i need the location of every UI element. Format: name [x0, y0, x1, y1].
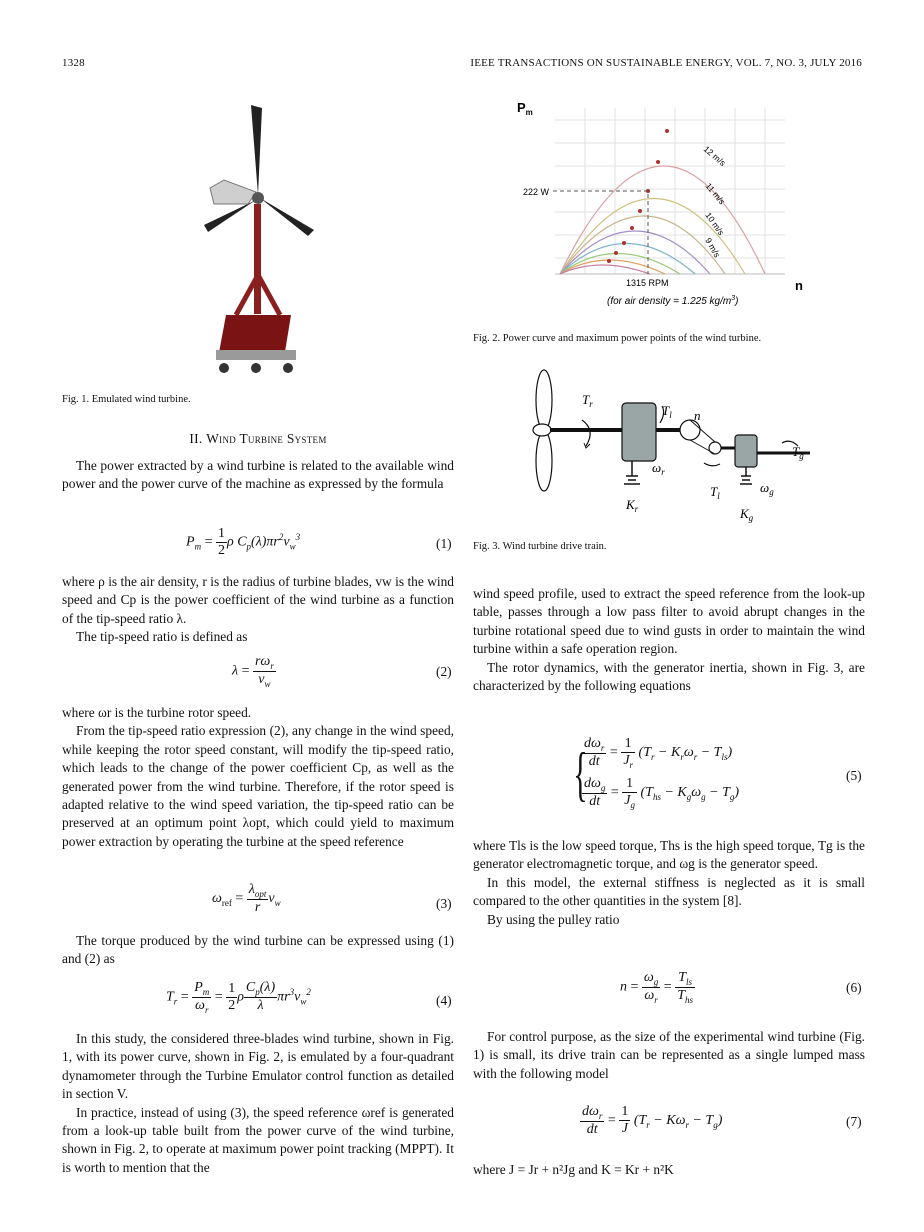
- eq5-number: (5): [846, 768, 862, 783]
- turbine-blade-upper: [251, 105, 262, 195]
- label-wr: $\omega_r$: [652, 460, 665, 477]
- eq7-number: (7): [846, 1114, 862, 1129]
- damper-Kr: [624, 461, 640, 484]
- label-wg: $\omega_g$: [760, 480, 774, 497]
- eq2-number: (2): [436, 664, 452, 679]
- label-Tl2: $T_l$: [710, 484, 720, 501]
- equation-6: n = $\frac{\omega_g}{\omega_r}$ = $\frac{T_{ls}}{T_{hs}}$: [620, 970, 694, 1005]
- turbine-hub: [252, 192, 264, 204]
- right-paragraph-1: wind speed profile, used to extract the speed reference from the look-up table, passes through a low pass filter to avoid abrupt changes in the turbine rotational speed due to wind gusts in order to maintain the wind turbine within a safe operation region.: [473, 586, 865, 657]
- rotor-blade-top: [536, 370, 552, 430]
- fig2-caption: Fig. 2. Power curve and maximum power points of the wind turbine.: [473, 333, 762, 344]
- label-Kg: $K_g$: [740, 506, 754, 523]
- pulley-large: [680, 420, 700, 440]
- right-column: [473, 585, 865, 695]
- left-paragraph-8: In practice, instead of using (3), the speed reference ωref is generated from a look-up table built from the power curve of the wind turbine, shown in Fig. 2, to operate at maximum power point tracking (MPPT). It is worth to mention that the: [62, 1104, 454, 1175]
- rpm-label: 1315 RPM: [626, 278, 669, 288]
- fig2-power-curve-chart: [515, 98, 815, 323]
- fig3-drive-train-diagram: [520, 368, 820, 528]
- right-paragraph-2: The rotor dynamics, with the generator inertia, shown in Fig. 3, are characterized by the following equations: [473, 659, 865, 694]
- turbine-blade-right: [260, 198, 314, 236]
- fig3-caption: Fig. 3. Wind turbine drive train.: [473, 541, 607, 552]
- left-paragraph-6: The torque produced by the wind turbine can be expressed using (1) and (2) as: [62, 933, 454, 967]
- left-paragraph-3: The tip-speed ratio is defined as: [76, 629, 248, 645]
- left-paragraph-2: where ρ is the air density, r is the radius of turbine blades, vw is the wind speed and Cp is the power coefficient of the wind turbine as a function of the tip-speed ratio λ.: [62, 574, 454, 626]
- running-header: IEEE TRANSACTIONS ON SUSTAINABLE ENERGY, VOL. 7, NO. 3, JULY 2016: [470, 57, 862, 69]
- x-axis-label: n: [795, 278, 803, 293]
- label-Tg: $T_g$: [792, 444, 804, 461]
- turbine-tower: [254, 204, 261, 314]
- rotor-inertia: [622, 403, 656, 461]
- section-heading: II. Wind Turbine System: [189, 431, 327, 446]
- equation-1: $P_m$ = $\frac{1}{2}$ ρ $C_p(\lambda)\pi r^2v_w^3$: [186, 526, 301, 558]
- right-paragraph-4: In this model, the external stiffness is neglected as it is small compared to the other quantities in the system [8].: [473, 874, 865, 909]
- page-number: 1328: [62, 57, 85, 69]
- label-n: n: [694, 408, 701, 423]
- speed-label-10: 10 m/s: [703, 210, 727, 238]
- eq1-number: (1): [436, 536, 452, 551]
- left-paragraph-4: where ωr is the turbine rotor speed.: [62, 705, 252, 720]
- generator-inertia: [735, 435, 757, 467]
- right-paragraph-3: where Tls is the low speed torque, Ths is the high speed torque, Tg is the generator electromagnetic torque, and ωg is the generator speed.: [473, 838, 865, 872]
- fig1-caption: Fig. 1. Emulated wind turbine.: [62, 394, 191, 405]
- equation-7: $\frac{d\omega_r}{dt}$ = $\frac{1}{J}$ $(T_r - K\omega_r - T_g)$: [582, 1104, 723, 1137]
- fig1-wind-turbine-image: [196, 100, 326, 380]
- air-density-note: (for air density = 1.225 $kg/m^3$): [607, 295, 739, 307]
- turbine-blade-left: [204, 200, 256, 232]
- label-Tl: $T_l$: [662, 403, 672, 420]
- equation-3: $\omega_{ref}$ = $\frac{\lambda_{opt}}{r}$ $v_w$: [212, 882, 281, 915]
- damper-Kg: [740, 467, 752, 484]
- max-power-label: 222 W: [523, 187, 550, 197]
- speed-label-9: 9 m/s: [703, 236, 723, 259]
- speed-label-11: 11 m/s: [703, 180, 728, 207]
- left-column: [62, 457, 454, 494]
- left-paragraph-1: The power extracted by a wind turbine is related to the available wind power and the power curve of the machine as expressed by the formula: [62, 458, 454, 492]
- right-paragraph-6: For control purpose, as the size of the experimental wind turbine (Fig. 1) is small, its drive train can be represented as a single lumped mass with the following model: [473, 1029, 865, 1081]
- left-paragraph-7: In this study, the considered three-blades wind turbine, shown in Fig. 1, with its power curve, shown in Fig. 2, is emulated by a four-quadrant dynamometer through the Turbine Emulator control function as detailed in section V.: [62, 1031, 454, 1102]
- label-Tr: $T_r$: [582, 392, 593, 409]
- equation-4: $T_r$ = $\frac{P_m}{\omega_r}$ = $\frac{1}{2}$ ρ $\frac{C_p(\lambda)}{\lambda}$ $\pi r^3v_w^2$: [166, 980, 311, 1015]
- right-paragraph-5: By using the pulley ratio: [487, 911, 620, 927]
- right-paragraph-7: where J = Jr + n²Jg and K = Kr + n²K: [473, 1162, 674, 1177]
- eq6-number: (6): [846, 980, 862, 995]
- speed-label-12: 12 m/s: [701, 143, 728, 168]
- turbine-nacelle: [210, 180, 256, 204]
- left-paragraph-5: From the tip-speed ratio expression (2), any change in the wind speed, while keeping the rotor speed constant, will modify the tip-speed ratio, which leads to the change of the power coefficient Cp, as well as the generated power from the wind turbine. Therefore, if the rotor speed is adapted relative to the wind speed variation, the tip-speed ratio can be preserved at an optimum point λopt, which could yield to maximum power extraction by operating the turbine at the speed reference: [62, 723, 454, 849]
- mpp-dashed-guide: [553, 191, 648, 274]
- label-Kr: $K_r$: [626, 497, 639, 514]
- eq4-number: (4): [436, 993, 452, 1008]
- eq3-number: (3): [436, 896, 452, 911]
- equation-2: λ = $\frac{r\omega_r}{v_w}$: [232, 654, 274, 689]
- y-axis-label: $P_m$: [517, 100, 533, 117]
- rotor-blade-bottom: [536, 431, 552, 491]
